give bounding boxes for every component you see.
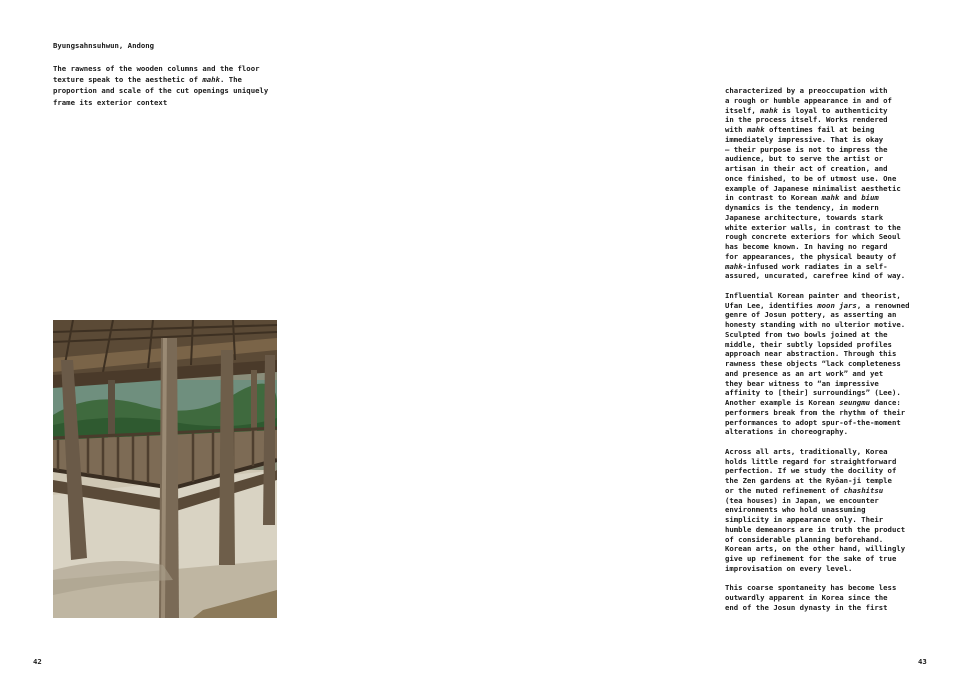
text-line: humble demeanors are in truth the product [725, 524, 906, 534]
text-line: alterations in choreography. [725, 427, 849, 437]
text-line: (tea houses) in Japan, we encounter [725, 495, 879, 505]
text-line: for appearances, the physical beauty of [725, 251, 897, 261]
text-line: approach near abstraction. Through this [725, 349, 897, 359]
text-line: honesty standing with no ulterior motive. [725, 320, 906, 329]
text-line: immediately impressive. That is okay [725, 134, 884, 144]
text-line: or the muted refinement of chashitsu [725, 485, 884, 495]
text-line: holds little regard for straightforward [725, 456, 897, 466]
caption-line: frame its exterior context [53, 97, 168, 107]
text-line: Ufan Lee, identifies moon jars, a renowned [725, 300, 910, 310]
caption-line: proportion and scale of the cut openings uniquely [53, 86, 269, 96]
caption-line: texture speak to the aesthetic of mahk. The [53, 75, 242, 85]
text-line: simplicity in appearance only. Their [725, 515, 884, 524]
text-line: with mahk oftentimes fail at being [725, 125, 875, 134]
text-line: Influential Korean painter and theorist, [725, 290, 901, 300]
text-line: give up refinement for the sake of true [725, 554, 897, 563]
text-line: Across all arts, traditionally, Korea [725, 446, 888, 456]
text-line: – their purpose is not to impress the [725, 144, 888, 154]
text-line: perfection. If we study the docility of [725, 466, 897, 476]
text-line: artisan in their act of creation, and [725, 164, 888, 173]
text-line: This coarse spontaneity has become less [725, 583, 897, 593]
text-line: environments who hold unassuming [725, 505, 866, 515]
paragraph [725, 86, 906, 281]
text-line: once finished, to be of utmost use. One [725, 173, 897, 183]
paragraph [725, 446, 906, 574]
text-line: in the process itself. Works rendered [725, 115, 888, 125]
text-line: genre of Josun pottery, as asserting an [725, 310, 897, 320]
paragraph [725, 290, 910, 437]
caption-text [53, 63, 283, 108]
text-line: dynamics is the tendency, in modern [725, 203, 879, 212]
text-line: has become known. In having no regard [725, 242, 888, 251]
text-line: end of the Josun dynasty in the first [725, 602, 888, 612]
text-line: they bear witness to “an impressive [725, 378, 879, 388]
text-line: example of Japanese minimalist aesthetic [725, 183, 901, 193]
text-line: characterized by a preoccupation with [725, 86, 888, 95]
text-line: improvisation on every level. [725, 563, 853, 573]
paragraph [725, 583, 897, 612]
text-line: Sculpted from two bowls joined at the [725, 329, 888, 339]
text-line: outwardly apparent in Korea since the [725, 593, 888, 602]
text-line: white exterior walls, in contrast to the [725, 222, 901, 232]
page-number-left: 42 [33, 657, 42, 666]
text-line: assured, uncurated, carefree kind of way. [725, 271, 906, 281]
text-line: of considerable planning beforehand. [725, 534, 884, 544]
text-line: middle, their subtly lopsided profiles [725, 339, 892, 349]
page-number-right: 43 [918, 657, 927, 666]
text-line: performances to adopt spur-of-the-moment [725, 417, 901, 427]
text-line: performers break from the rhythm of their [725, 407, 906, 417]
text-line: the Zen gardens at the Ryōan-ji temple [725, 476, 892, 485]
text-line: rawness these objects “lack completeness [725, 359, 901, 368]
text-line: in contrast to Korean mahk and bium [725, 193, 879, 203]
text-line: affinity to [their] surroundings” (Lee). [725, 388, 901, 398]
text-line: rough concrete exteriors for which Seoul [725, 232, 901, 242]
caption-title: Byungsahnsuhwun, Andong [53, 41, 155, 50]
text-line: and presence as an art work” and yet [725, 368, 884, 378]
body-text-column [725, 86, 910, 622]
text-line: a rough or humble appearance in and of [725, 95, 892, 105]
text-line: Korean arts, on the other hand, willingly [725, 544, 906, 554]
text-line: mahk-infused work radiates in a self- [725, 261, 888, 271]
text-line: itself, mahk is loyal to authenticity [725, 105, 888, 115]
pavilion-photo [53, 320, 277, 618]
text-line: Another example is Korean seungmu dance: [725, 398, 901, 407]
caption-line: The rawness of the wooden columns and the floor [53, 64, 260, 73]
text-line: Japanese architecture, towards stark [725, 212, 884, 222]
text-line: audience, but to serve the artist or [725, 154, 884, 164]
